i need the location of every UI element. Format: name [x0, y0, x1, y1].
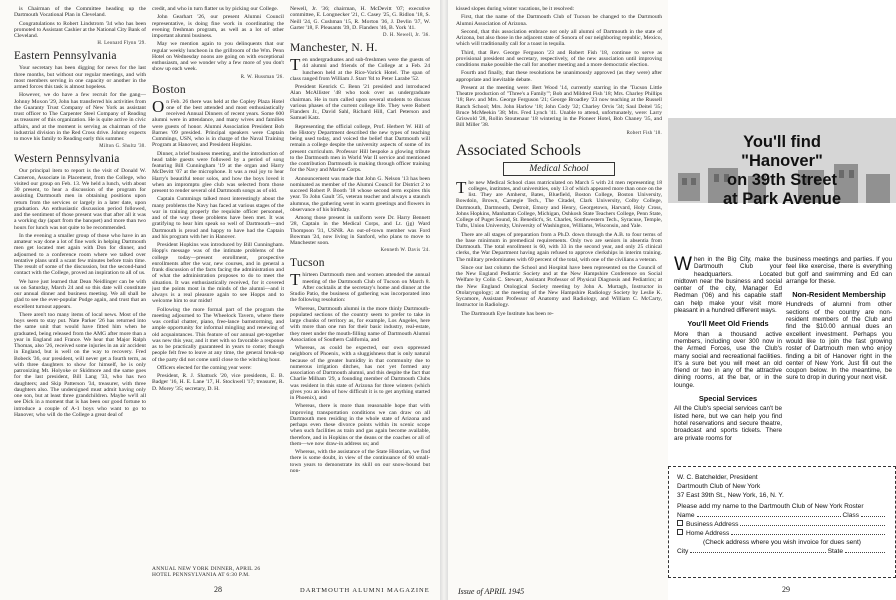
coupon-city-field[interactable]	[690, 547, 825, 553]
coupon-class-field[interactable]	[861, 511, 885, 517]
page-number-left: 28	[214, 585, 222, 594]
coupon-name-row	[677, 511, 887, 520]
byline: D. H. Newell, Jr. '36.	[382, 33, 430, 38]
paragraph-text: Captain Cummings talked most interestingly about the many problems the Navy has faced at various stages of the war in training properly the requisite officer personnel, and of the way these problems have been met. It was gratifying to hear him speak so well of Dartmouth—and Dartmouth is proud and happy to have had the Captain and his program with her in Hanover.	[152, 196, 284, 240]
masthead: DARTMOUTH ALUMNI MAGAZINE	[300, 587, 430, 594]
paragraph-text: President, R. J. Shattuck '20, vice presidents, E. B. Badger '16, H. E. Lane '17, H. Stockwell '17; treasurer, R. D. Morey '35; secretary, D. H.	[152, 373, 284, 392]
paragraph-text: President Hopkins was introduced by Bill Cunningham. Hopp's message was of the intimate problems of the college today—present enrollment, prospective enrollments after the war, new courses, and in general a frank discussion of the facts facing the administration and of what the administration proposes to do to meet the situation. It was enthusiastically received, for it covered just the points most in the minds of the alumni—and it always is a real pleasure again to see Hopps and to welcome him to our midst!	[152, 242, 284, 305]
paragraph	[456, 177, 662, 230]
paragraph	[152, 365, 284, 371]
paragraph	[152, 307, 284, 363]
dinner-notice-line-2: HOTEL PENNSYLVANIA AT 6:30 P.M.	[152, 572, 250, 579]
byline: Kenneth W. Davis '24.	[380, 248, 430, 254]
section-heading: Eastern Pennsylvania	[14, 50, 117, 63]
byline: H. Leonard Flynn '29.	[97, 41, 146, 47]
paragraph	[290, 345, 430, 401]
paragraph-text: Among those present in uniform were Dr. Harry Bennett '28, Captain in the Medical Corps, and Lt. (jg) Ward Thompson '31, USNR. An out-of-town member was Ford Bowman '24, now living in Sanford, who plans to move to Manchester soon.	[290, 215, 430, 246]
paragraph	[152, 41, 284, 72]
paragraph-text: n Feb. 26 there was held at the Copley Plaza Hotel one of the best attended and most enthusiastically received Annual Dinners of recent years. Some 600 alumni were in attendance, and many wives and families were guests of honor. Alumni Association President Bob Barnes '09 presided. Principal speakers were Captain Cummings, USN, who is in charge of the Naval Training Program at Hanover, and President Hopkins.	[152, 98, 284, 149]
paragraph-text: Third, that Rev. George Ferguson '23 and Robert Fish '18, continue to serve as provisional president and secretary, respectively, of the new association until improving conditions make possible the call for another meeting and a more democratic election.	[456, 49, 662, 68]
ad-column-1	[674, 256, 782, 444]
paragraph-text: Whereas, Dartmouth alumni in the more thinly Dartmouth-populated sections of the country seem to prefer to take in large chunks of territory as, for example, Los Angeles, here with more than one run for their basic industry, real-estate, they meet under the mouth-filling name of Dartmouth Alumni Association of Southern California, and	[290, 305, 430, 343]
paragraph-text: Officers elected for the coming year were:	[157, 364, 252, 371]
paragraph	[290, 403, 430, 447]
paragraph-text: There are all stages of preparation from a Ph.D. down through the A.B. to four terms of the base minimum in premedical requirements. Only two are seniors in absentia from Dartmouth. The total enrollment is 60, with 33 in the second year, and only 25 clinical clerks, the War Department having again refused to approve clerkships in interim training. The military predominates with 69 percent of the total, with one of the civilians a veteran.	[456, 231, 662, 263]
paragraph-text: he new Medical School class matriculated on March 5 with 24 men representing 18 colleges, institutes, and universities, only 13 of which appeared more than once on the list. They are Amherst, Bates, Bluefield, Boston College, Boston University, Bowdoin, Brown, Carnegie Tech., The Citadel, Clark University, Colby College, Dartmouth, Dartmouth, Detroit, Emory and Henry, Georgetown, Harvard, Holy Cross, Johns Hopkins, Manhattan College, Michigan, Oshkosh State Teachers College, Penn State, College of Puget Sound, St. Benedict's, St. Charles, Southwestern Tech., Syracuse, Temple, Tufts, Union University, University of Washington, Williams, Wisconsin, and Yale.	[456, 179, 662, 230]
ad-section-special-services-title: Special Services	[698, 394, 758, 404]
paragraph	[14, 6, 146, 19]
paragraph	[456, 6, 662, 12]
section-heading: Western Pennsylvania	[14, 153, 120, 166]
paragraph-text: en undergraduates and sub-freshmen were the guests of 44 alumni and friends of the College at a Feb. 24 luncheon held at the Rice-Varick Hotel. The span of class ranged from William J. Starr '84 to Peter Larabe '52.	[290, 57, 430, 82]
coupon-check-note: (Check address where you wish invoice for dues sent)	[703, 539, 861, 546]
coupon-home-field[interactable]	[731, 529, 885, 535]
paragraph-text: credit, and who in turn flatter us by picking our College.	[152, 6, 279, 12]
byline: R. W. Hussman '26.	[240, 74, 284, 80]
dartmouth-club-ad	[668, 0, 896, 600]
left-column-2	[152, 6, 284, 566]
paragraph	[456, 311, 662, 317]
paragraph	[152, 196, 284, 240]
paragraph	[290, 449, 430, 474]
paragraph-text: Since our last column the School and Hospital have been represented on the Council of the New England Pediatric Society and at the New Hampshire Conference on Social Welfare by Colin C. Stewart, Assistant Professor of Physical Diagnosis and Pediatrics; at the New England Otological Society meeting by John A. Murtagh, Instructor in Otolaryngology; at the meeting of the New Hampshire Radiology Society by Leslie K. Sycamore, Assistant Professor of Anatomy and Radiology, and William C. McCarty, Instructor in Radiology.	[456, 264, 662, 309]
medical-school-label: Medical School	[503, 162, 615, 176]
coupon-business-field[interactable]	[740, 520, 885, 526]
paragraph-text: Fourth and finally, that these resolutions be unanimously approved (as they were) after appropriate and inevitable debate.	[456, 70, 662, 83]
medical-school-article	[456, 177, 662, 317]
paragraph	[14, 168, 146, 231]
paragraph	[290, 6, 430, 31]
paragraph	[152, 242, 284, 305]
coupon-business-checkbox[interactable]	[677, 520, 683, 526]
coupon-state-field[interactable]	[845, 547, 885, 553]
coupon-city-row	[677, 547, 887, 556]
ad-column-2-top: business meetings and parties. If you feel like exercise, there is everything but golf and swimming and Ed can arrange for these.	[786, 256, 892, 285]
ad-section-old-friends: More than a thousand active members, including over 300 now in the Armed Forces, use the Club's many social and recreational facilities. It's a sure bet you will meet an old friend or two in any of the attractive dining rooms, at the bar, or in the lounge.	[674, 330, 782, 389]
paragraph	[14, 65, 146, 90]
paragraph-text: Whereas, there is more than reasonable hope that with improving transportation conditions we can draw on all Dartmouth men residing in the whole state of Arizona and perhaps even these divorce points within its scenic scope when such facilities as train and gas again become available, therefore, and in Hopkins or the deans or the coaches or all of them—we now draw-in address us; and	[290, 403, 430, 447]
ad-headline-line-1: You'll find	[743, 133, 821, 151]
paragraph-text: Following the more formal part of the program the meeting adjourned to The Wheelock Tavern, where there was cordial chatter, piano, free-lance barnstorming, and ample opportunity for informal mingling and renewing of old acquaintances. This feature of our annual get-together was new this year, and it met with so favorable a response as to be practically guaranteed in years to come; though people felt free to leave at any time, the general break-up of the party did not come until close to the witching hour.	[152, 306, 284, 363]
paragraph	[152, 14, 284, 39]
ad-intro: When in the Big City, make the Dartmouth Club your headquarters. Located midtown near the business and social center of the city, Manager Ed Redman ('06) and his capable staff can help make your visit more pleasant in a hundred different ways.	[674, 254, 782, 315]
coupon-city-label: City	[677, 548, 689, 555]
paragraph-text: hirteen Dartmouth men and women attended the annual meeting of the Dartmouth Club of Tucson on March 8. After cocktails at the secretary's home and dinner at the Studio Patio, the business of gathering was incorporated into the following resolution:	[290, 272, 430, 304]
associated-schools-heading: Associated Schools	[456, 141, 581, 159]
ad-headline	[668, 133, 896, 209]
coupon-business-row	[677, 520, 887, 529]
paragraph	[14, 92, 146, 142]
paragraph-text: May we mention again to you delinquents that our regular weekly luncheon in the grillroom of the Wm. Penn Hotel on Wednesday noons are going on with exceptional enthusiasm, and we wonder why a few more of you don't show up each week.	[152, 41, 284, 73]
paragraph-text: Whereas, with the assistance of the State Historian, we find there is some doubt, in view of the continuance of 60 small-town years to demonstrate its skill on our snow-bound but non-	[290, 449, 430, 474]
coupon-address-1: W. C. Batchelder, President	[677, 474, 758, 481]
paragraph-text: Your secretary has been digging for news for the last three months, but without our regular meetings, and with most members serving in one capacity or another in the armed forces this task is almost hopeless.	[14, 65, 146, 90]
paragraph-text: Present at the meeting were: Bert Wood '14, currently starring in the 'Tucson Little Theatre production of "Three's a Family"'; Bob and Mildred Fish '18; Mrs. Charley Phillips '18; Rev. and Mrs. George Ferguson '21; George Broadley '23 now teaching at the Russell Ranch School; Mrs. John Harlow '18; John Cody '32; Charley Orvis '34; Saul Deitel '35; Bruce McMeekin '38; Mrs. Fred Lynch '41. Unable to attend, unfortunately, were: Larry Griswold '28, Rollin Stoutenaur '18 wintering in the Pioneer Hotel, Bob Chaney '35, and Bill Miller '38.	[456, 84, 662, 129]
drop-cap: O	[152, 96, 165, 116]
issue-line: Issue of APRIL 1945	[458, 587, 525, 596]
coupon-home-row	[677, 529, 887, 538]
byline: Robert Fish '18.	[626, 130, 662, 136]
coupon-name-field[interactable]	[697, 511, 841, 517]
tucson-continued	[456, 6, 662, 136]
ad-headline-line-3: on 39th Street	[726, 171, 838, 189]
paragraph	[290, 84, 430, 122]
coupon-home-checkbox[interactable]	[677, 529, 683, 535]
paragraph	[456, 50, 662, 69]
paragraph	[290, 57, 430, 82]
paragraph-text: Announcement was made that John G. Nelson '13 has been nominated as member of the Alumni Council for District 2 to succeed Robert P. Booth '18 whose second term expires this year. To John Gault '35, veteran teacher and always a staunch alumnus, the gathering went in warm greetings and flowers in observance of his birthday.	[290, 175, 430, 213]
paragraph	[290, 124, 430, 174]
paragraph	[290, 215, 430, 246]
drop-cap: T	[456, 177, 467, 197]
coupon-state-label: State	[827, 548, 843, 555]
paragraph	[456, 70, 662, 83]
paragraph-text: President Kenrick C. Benn '21 presided and introduced Alan McAllister '48 who took over as undergraduate chairman. He in turn called upon several students to discuss various phases of the current college life. They were Robert Flanders Jr., David Sahl, Richard Hill, Carl Peterson and Samuel Katz.	[290, 84, 430, 122]
drop-cap: T	[290, 270, 301, 290]
paragraph-text: Congratulations to Robert Lindstrom '34 who has been promoted to Assistant Cashier at the National City Bank of Cleveland.	[14, 20, 146, 39]
coupon-request: Please add my name to the Dartmouth Club of New York Roster	[677, 503, 864, 510]
ad-headline-line-2: "Hanover"	[741, 152, 823, 170]
paragraph	[456, 14, 662, 27]
left-column-1	[14, 6, 146, 586]
paragraph	[290, 272, 430, 303]
paragraph	[290, 176, 430, 214]
paragraph	[152, 6, 284, 12]
section-heading: Boston	[152, 83, 186, 96]
paragraph-text: Newell, Jr. '36; chairman, H. McDevitt '07; executive committee, E. Longnecker '21, C. Casey '25, G. Ridlon '18, S. Neill '24, G. Cushman '15, R. Morton '36, J. Devlin '37, W. Garter '18, F. Pleasants '39, D. Flanders '46, B. York '41.	[290, 6, 430, 31]
paragraph	[290, 306, 430, 344]
drop-cap: T	[290, 55, 301, 74]
left-page	[0, 0, 440, 600]
ad-headline-line-4: at Park Avenue	[723, 190, 841, 208]
ad-section-old-friends-title: You'll Meet Old Friends	[687, 319, 769, 329]
dinner-notice-line-1: ANNUAL NEW YORK DINNER, APRIL 26	[152, 566, 261, 572]
paragraph	[456, 265, 662, 309]
paragraph-text: We have just learned that Dean Neidlinger can be with us on Saturday, March 24 and so this date will constitute our annual dinner and business meeting. We all shall be glad to see the ever-popular Pudge again, and trust that an excellent turnout appears.	[14, 278, 146, 310]
section-heading: Manchester, N. H.	[290, 42, 378, 54]
paragraph-text: There aren't too many items of local news. Most of the boys seem to stay put. Nate Parker '26 has returned into the same unit that would have fitted him when he graduated, being released from the AMG after more than a year in England and France. We hear that Major Ralph Thomas, also '26, received some injuries in an air accident in England, but is well on the way to recovery. Fred Bobeck '36, our president, will never get a fourth term, as with three daughters to show for himself, he is only patronizing Mt. Holyoke or Skidmore and the same goes for the last president, Bill Lang '33, who has two daughters; and Skip Patterson '34, treasurer, with three daughters also. The undersigned must admit having only one son, but at least three grandchildren. Maybe we'll all see Dick in a moment that is has been our good fortune to introduce a couple of A-1 boys who want to go to Hanover, who will do the College a great deal of	[14, 311, 146, 418]
ad-column-2	[786, 256, 892, 384]
paragraph	[14, 279, 146, 310]
ad-section-special-services: All the Club's special services can't be listed here, but we can help you find hotel reservations and secure theatre, broadcast and sports tickets. There are private rooms for	[674, 405, 782, 442]
byline: Milton G. Shultz '30.	[99, 144, 146, 150]
right-text-column	[456, 6, 662, 586]
paragraph-text: Dinner, a brief business meeting, and the introduction of head table guests were followed by a period of song featuring Bill Cunningham '19 at the organ and Harry McDevitt '07 at the microphone. It was a real joy to hear Harry's beautiful tenor solos, and how the boys loved it when an impromptu glee club was selected from those present to render several old Dartmouth songs as of old.	[152, 150, 284, 194]
paragraph	[456, 85, 662, 129]
paragraph-text: In the evening a smaller group of those who have in an amateur way done a lot of fine work in helping Dartmouth men get located met again with Don for dinner, and adjourned to a conference room where we talked over tentative plans until a scant few minutes before train time. The result of some of the discussion, but the second-hand contact with the College, proved an inspiration to all of us.	[14, 232, 146, 277]
paragraph-text: However, we do have a few recruit for the gang—Johnny Moxon '29, John has transferred his activities from the Guaranty Trust Company of New York as assistant trust officer to The Carpenter Steel Company of Reading as treasurer of this organization. He is quite active in civic affairs, and at the moment is serving as chairman of the industrial division in the Red Cross drive. Johnny expects to move his family to Reading early this summer.	[14, 92, 146, 142]
paragraph-text: kissed slopes during winter vacations, be it resolved:	[456, 6, 575, 12]
paragraph-text: The Dartmouth Eye Institute has been re-	[461, 310, 554, 317]
paragraph-text: Representing the official college, Prof. Herbert W. Hill of the History Department described the new types of teaching being used today, and voiced the belief that Dartmouth will remain a college despite the university aspects of some of its present curriculum. Professor Hill bespoke a glowing tribute to the Dartmouth men in World War II service and mentioned the contribution Dartmouth is making through officer training for the Navy and Marine Corps.	[290, 123, 430, 174]
ad-section-nonresident: Hundreds of alumni from other sections of the country are non-resident members of the Club and find the $10.00 annual dues an excellent investment. Perhaps you would like to join the fast growing roster of Dartmouth men who enjoy finding a bit of Hanover right in the center of New York. Just fill out the coupon below. In the meantime, be sure to drop in during your next visit.	[786, 301, 892, 382]
membership-coupon	[668, 466, 896, 578]
paragraph	[152, 373, 284, 392]
paragraph	[14, 312, 146, 418]
paragraph-text: John Gearhart '26, our present Alumni Council representative, is doing fine work in coordinating the evening freshman program, as well as a lot of other important alumni business.	[152, 14, 284, 39]
paragraph-text: is Chairman of the Committee heading up the Dartmouth Vocational Plan in Cleveland.	[14, 6, 146, 19]
coupon-business-label: Business Address	[686, 521, 739, 528]
left-column-3	[290, 6, 430, 576]
ad-section-nonresident-title: Non-Resident Membership	[792, 290, 886, 300]
gutter	[440, 0, 448, 600]
paragraph	[14, 233, 146, 277]
coupon-address-3: 37 East 39th St., New York, 16, N. Y.	[677, 492, 784, 499]
paragraph	[152, 96, 284, 149]
coupon-address-2: Dartmouth Club of New York	[677, 483, 761, 490]
paragraph-text: First, that the name of the Dartmouth Club of Tucson be changed to the Dartmouth Alumni Association of Arizona.	[456, 14, 662, 27]
paragraph	[152, 151, 284, 195]
paragraph	[456, 232, 662, 263]
coupon-class-label: Class	[842, 512, 859, 519]
section-heading: Tucson	[290, 257, 325, 270]
paragraph	[14, 21, 146, 40]
coupon-home-label: Home Address	[686, 530, 730, 537]
page-number-right: 29	[782, 585, 790, 594]
paragraph	[456, 29, 662, 48]
paragraph-text: Whereas, as could be expected, our own oppressed neighbors of Phoenix, with a sluggishness that is only natural because of the greater humidity in that community due to numerous irrigation ditches, has not yet formed any association of Dartmouth alumni, and this despite the fact that Charlie Milham '29, a founding member of Dartmouth Clubs was resident in this state of Arizona for three winters (which gives you an idea of how difficult it is to get anything started in Phoenix), and	[290, 345, 430, 401]
paragraph-text: Our principal item to report is the visit of Donald W. Cameron, Associate in Placement, from the College, who visited our group on Feb. 13. We held a lunch, with about 30 present, to hear a discussion of the program for assisting Dartmouth men in obtaining positions upon return from the services or largely in a later date, upon graduation. An enthusiastic discussion period followed, and the sentiment of those present was that after all it was a working day (apart from the banquet) and more than two hours for lunch was not quite to be recommended.	[14, 168, 146, 231]
paragraph-text: Second, that this association embrace not only all alumni of Dartmouth in the state of Arizona, but also those in the adjacent state of Sonora of our neighboring republic, Mexico, which will traditionally call for a toast in tequila.	[456, 28, 662, 48]
coupon-name-label: Name	[677, 512, 695, 519]
